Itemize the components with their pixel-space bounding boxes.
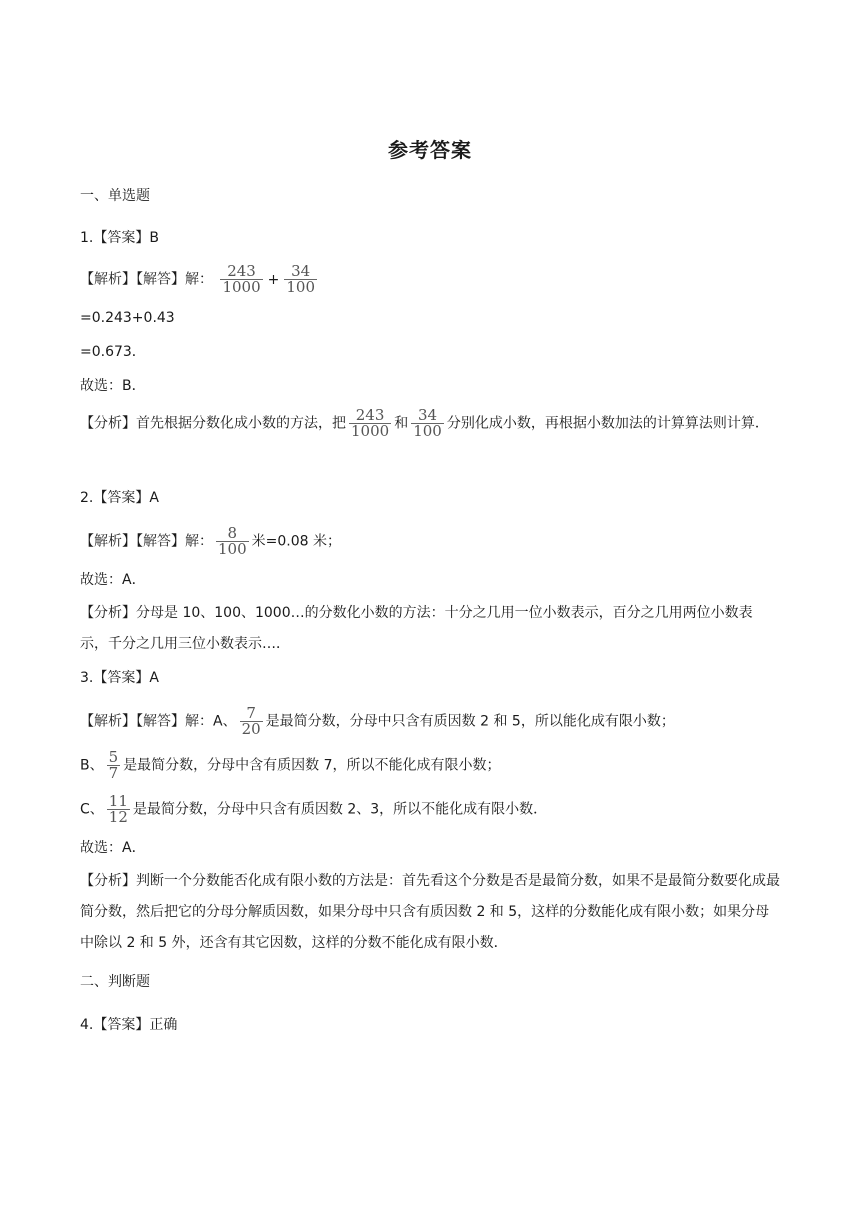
q3-b-prefix: B、 <box>80 757 104 774</box>
q3-c-prefix: C、 <box>80 801 104 818</box>
q3-a-prefix: 【解析】【解答】解：A、 <box>80 713 237 730</box>
q1-analysis-f2-denominator: 100 <box>413 422 442 440</box>
q2-solution <box>80 526 780 557</box>
q1-choice: 故选：B． <box>80 378 146 394</box>
q2-f1-denominator: 100 <box>218 540 247 558</box>
q3-fc-numerator: 11 <box>108 792 128 810</box>
q1-step-1: =0.243+0.43 <box>80 310 175 326</box>
q3-fraction-a <box>240 706 263 737</box>
q2-solution-prefix: 【解析】【解答】解： <box>80 533 213 550</box>
q3-option-c <box>80 794 780 825</box>
q1-analysis-f2-numerator: 34 <box>417 406 438 424</box>
q4-answer: 4.【答案】正确 <box>80 1017 178 1033</box>
q3-fraction-b <box>107 750 121 781</box>
q1-solution <box>80 264 780 295</box>
q1-fraction-2 <box>284 264 317 295</box>
q1-f2-numerator: 34 <box>291 262 311 280</box>
q3-option-b <box>80 750 780 781</box>
q3-answer: 3.【答案】A <box>80 670 159 686</box>
q3-fa-denominator: 20 <box>241 720 261 738</box>
page-title: 参考答案 <box>388 138 472 162</box>
q2-fraction <box>216 526 249 557</box>
q1-step-2: =0.673． <box>80 344 146 360</box>
q1-analysis-b: 分别化成小数，再根据小数加法的计算算法则计算． <box>446 415 769 432</box>
q3-fraction-c <box>107 794 130 825</box>
q1-answer: 1.【答案】B <box>80 230 159 246</box>
q3-fa-numerator: 7 <box>246 704 256 722</box>
q2-f1-numerator: 8 <box>227 524 238 542</box>
q1-analysis-and: 和 <box>394 415 409 432</box>
q2-answer: 2.【答案】A <box>80 490 159 506</box>
q3-a-text: 是最简分数，分母中只含有质因数 2 和 5，所以能化成有限小数； <box>265 713 675 730</box>
q1-solution-prefix: 【解析】【解答】解： <box>80 271 213 288</box>
q3-analysis: 【分析】判断一个分数能否化成有限小数的方法是：首先看这个分数是否是最简分数，如果不是最简分数要化成最简分数，然后把它的分母分解质因数，如果分母中只含有质因数 2 和 5，这样的分数能化成有限小数；如果分母中除以 2 和 5 外，还含有其它因数，这样的分数不能化成有限小数． <box>80 873 780 951</box>
section-heading-true-false: 二、判断题 <box>80 974 150 990</box>
q3-b-text: 是最简分数，分母中含有质因数 7，所以不能化成有限小数； <box>123 757 501 774</box>
q3-option-a <box>80 706 780 737</box>
q3-c-text: 是最简分数，分母中只含有质因数 2、3，所以不能化成有限小数． <box>132 801 548 818</box>
q1-f1-denominator: 1000 <box>222 278 261 296</box>
q1-analysis-fraction-1 <box>349 408 391 439</box>
q1-f2-denominator: 100 <box>286 278 316 296</box>
q1-analysis-fraction-2 <box>411 408 444 439</box>
q1-analysis <box>80 408 780 440</box>
q1-plus-sign: + <box>267 271 280 288</box>
q3-fb-numerator: 5 <box>108 748 119 766</box>
q2-analysis: 【分析】分母是 10、100、1000…的分数化小数的方法：十分之几用一位小数表示，百分之几用两位小数表示，千分之几用三位小数表示…． <box>80 605 753 652</box>
q3-fc-denominator: 12 <box>108 808 128 826</box>
section-heading-single-choice: 一、单选题 <box>80 188 150 204</box>
q3-fb-denominator: 7 <box>108 764 119 782</box>
q2-choice: 故选：A． <box>80 572 146 588</box>
q1-analysis-f1-denominator: 1000 <box>351 422 390 440</box>
q2-solution-suffix: 米=0.08 米； <box>251 533 341 550</box>
q1-analysis-f1-numerator: 243 <box>355 406 385 424</box>
q1-analysis-a: 【分析】首先根据分数化成小数的方法，把 <box>80 415 346 432</box>
q1-f1-numerator: 243 <box>227 262 256 280</box>
q1-fraction-1 <box>220 264 262 295</box>
q3-choice: 故选：A． <box>80 840 146 856</box>
